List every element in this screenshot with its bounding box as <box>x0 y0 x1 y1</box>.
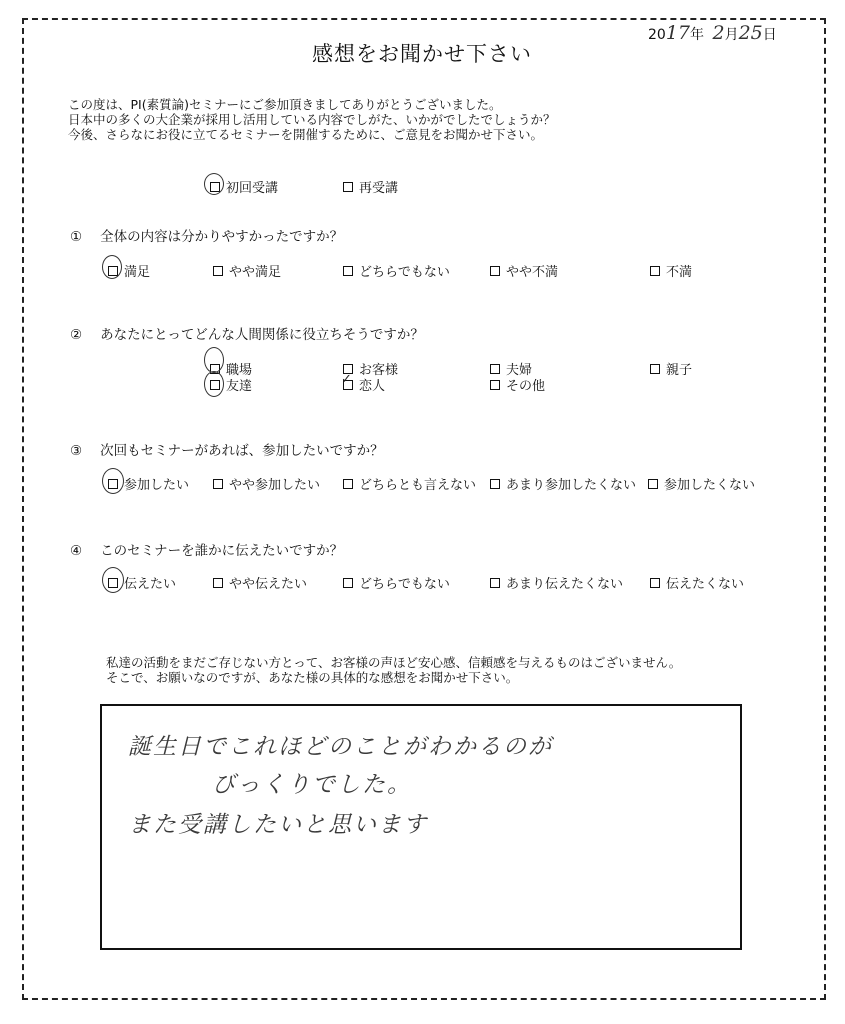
q2-option-4[interactable]: 親子 <box>650 359 692 378</box>
year-label: 年 <box>690 27 705 43</box>
comment-handwriting-line-2: びっくりでした。 <box>212 772 412 798</box>
q4-option-3[interactable]: どちらでもない <box>343 573 450 592</box>
q2-option-5[interactable]: 友達 <box>210 375 252 394</box>
q2-option-2[interactable]: お客様 <box>343 359 398 378</box>
year-handwritten: 17 <box>665 22 691 44</box>
q3-option-4[interactable]: あまり参加したくない <box>490 474 636 493</box>
comment-prompt <box>106 655 681 685</box>
hand-circle-mark <box>102 468 124 494</box>
q3-option-3[interactable]: どちらとも言えない <box>343 474 476 493</box>
day-label: 日 <box>762 27 777 43</box>
q2-option-6[interactable]: 恋人 <box>343 375 385 394</box>
q3-option-2[interactable]: やや参加したい <box>213 474 320 493</box>
hand-circle-mark <box>102 567 124 593</box>
q3-option-5[interactable]: 参加したくない <box>648 474 755 493</box>
comment-prompt-line-1: 私達の活動をまだご存じない方とって、お客様の声ほど安心感、信頼感を与えるものはございません。 <box>106 655 682 670</box>
checkbox[interactable] <box>490 364 500 374</box>
q4-option-2[interactable]: やや伝えたい <box>213 573 307 592</box>
intro-line-2: 日本中の多くの大企業が採用し活用している内容でしがた、いかがでしたでしょうか？ <box>68 112 556 127</box>
q1-option-1[interactable]: 満足 <box>108 261 150 280</box>
attendance-first[interactable]: 初回受講 <box>210 177 278 196</box>
checkbox[interactable] <box>343 479 353 489</box>
day-handwritten: 25 <box>738 22 763 44</box>
q1-option-3[interactable]: どちらでもない <box>343 261 450 280</box>
question-4: ④ このセミナーを誰かに伝えたいですか？ <box>70 543 344 559</box>
hand-circle-mark <box>204 347 224 373</box>
q3-option-1[interactable]: 参加したい <box>108 474 189 493</box>
checkbox[interactable] <box>213 479 223 489</box>
q2-option-3[interactable]: 夫婦 <box>490 359 532 378</box>
checkbox[interactable] <box>490 380 500 390</box>
q2-option-7[interactable]: その他 <box>490 375 545 394</box>
checkbox[interactable] <box>343 266 353 276</box>
month-handwritten: 2 <box>712 22 725 44</box>
q4-option-4[interactable]: あまり伝えたくない <box>490 573 623 592</box>
checkbox[interactable] <box>490 578 500 588</box>
q4-option-5[interactable]: 伝えたくない <box>650 573 744 592</box>
page-title: 感想をお聞かせ下さい <box>312 42 532 66</box>
q1-option-4[interactable]: やや不満 <box>490 261 558 280</box>
checkbox[interactable] <box>490 266 500 276</box>
month-label: 月 <box>724 27 739 43</box>
checkbox[interactable] <box>650 266 660 276</box>
intro-line-3: 今後、さらなにお役に立てるセミナーを開催するために、ご意見をお聞かせ下さい。 <box>68 127 544 142</box>
intro-line-1: この度は、PI(素質論)セミナーにご参加頂きましてありがとうございました。 <box>68 97 502 112</box>
date-line <box>648 22 777 44</box>
q1-option-2[interactable]: やや満足 <box>213 261 281 280</box>
hand-circle-mark <box>204 371 224 397</box>
checkbox[interactable] <box>213 578 223 588</box>
comment-handwriting-line-3: また受講したいと思います <box>128 812 428 838</box>
intro-text <box>68 97 556 142</box>
checkbox[interactable] <box>648 479 658 489</box>
checkbox[interactable] <box>343 182 353 192</box>
checkbox[interactable] <box>213 266 223 276</box>
checkbox[interactable] <box>490 479 500 489</box>
year-prefix: 20 <box>648 27 666 43</box>
checkbox[interactable] <box>343 578 353 588</box>
question-1: ① 全体の内容は分かりやすかったですか？ <box>70 229 344 245</box>
comment-handwriting-line-1: 誕生日でこれほどのことがわかるのが <box>128 734 553 760</box>
q1-option-5[interactable]: 不満 <box>650 261 692 280</box>
question-2: ② あなたにとってどんな人間関係に役立ちそうですか？ <box>70 327 424 343</box>
q2-option-1[interactable]: 職場 <box>210 359 252 378</box>
question-3: ③ 次回もセミナーがあれば、参加したいですか？ <box>70 443 384 459</box>
q4-option-1[interactable]: 伝えたい <box>108 573 176 592</box>
hand-circle-mark <box>102 255 122 279</box>
attendance-repeat[interactable]: 再受講 <box>343 177 398 196</box>
hand-circle-mark <box>204 173 224 195</box>
checkbox[interactable] <box>650 578 660 588</box>
checkbox[interactable] <box>650 364 660 374</box>
comment-prompt-line-2: そこで、お願いなのですが、あなた様の具体的な感想をお聞かせ下さい。 <box>106 670 519 685</box>
hand-check-mark: ✓ <box>341 372 352 387</box>
